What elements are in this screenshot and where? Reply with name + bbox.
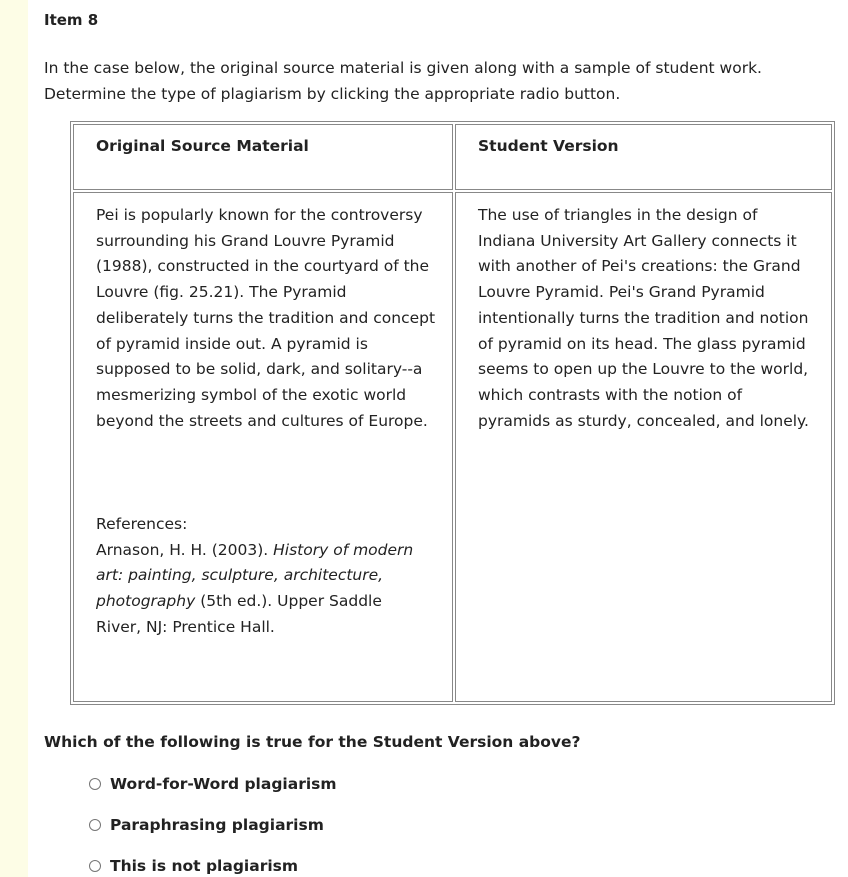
case-table (70, 121, 835, 705)
references-label: References: (96, 515, 188, 533)
references (96, 512, 416, 641)
item-title: Item 8 (44, 11, 99, 29)
reference-publisher: Upper Saddle River, NJ: Prentice Hall. (96, 592, 382, 636)
reference-book-title: History of modern art: painting, sculpture, architecture, photography (96, 540, 414, 611)
instructions-text: In the case below, the original source material is given along with a sample of student work. Determine the type of plagiarism by clicking the appropriate radio button. (44, 59, 762, 103)
option-label: Paraphrasing plagiarism (110, 816, 324, 834)
student-text: The use of triangles in the design of Indiana University Art Gallery connects it with another of Pei's creations: the Grand Louvre Pyramid. Pei's Grand Pyramid intentionally turns the tradition and notion of pyramid on its head. The glass pyramid seems to open up the Louvre to the world, which contrasts with the notion of pyramids as sturdy, concealed, and lonely. (478, 206, 809, 430)
question-text: Which of the following is true for the Student Version above? (44, 733, 581, 751)
radio-button[interactable] (89, 778, 101, 790)
original-header: Original Source Material (96, 137, 309, 155)
student-header: Student Version (478, 137, 619, 155)
reference-edition: (5th ed.). (200, 592, 273, 611)
original-header-cell (73, 124, 453, 190)
option-label: This is not plagiarism (110, 857, 299, 875)
original-content-cell (73, 192, 453, 702)
option-paraphrasing[interactable] (89, 816, 324, 834)
student-content-cell (455, 192, 832, 702)
option-word-for-word[interactable] (89, 775, 337, 793)
reference-author-year: Arnason, H. H. (2003). (96, 540, 269, 559)
reference-entry (96, 538, 416, 641)
radio-button[interactable] (89, 860, 101, 872)
student-header-cell (455, 124, 832, 190)
original-text: Pei is popularly known for the controversy surrounding his Grand Louvre Pyramid (1988), constructed in the courtyard of the Louvre (fig. 25.21). The Pyramid deliberately turns the tradition and concept of pyramid inside out. A pyramid is supposed to be solid, dark, and solitary--a mesmerizing symbol of the exotic world beyond the streets and cultures of Europe. (96, 206, 436, 430)
left-margin-strip (0, 0, 28, 877)
option-not-plagiarism[interactable] (89, 857, 298, 875)
option-label: Word-for-Word plagiarism (110, 775, 337, 793)
radio-button[interactable] (89, 819, 101, 831)
